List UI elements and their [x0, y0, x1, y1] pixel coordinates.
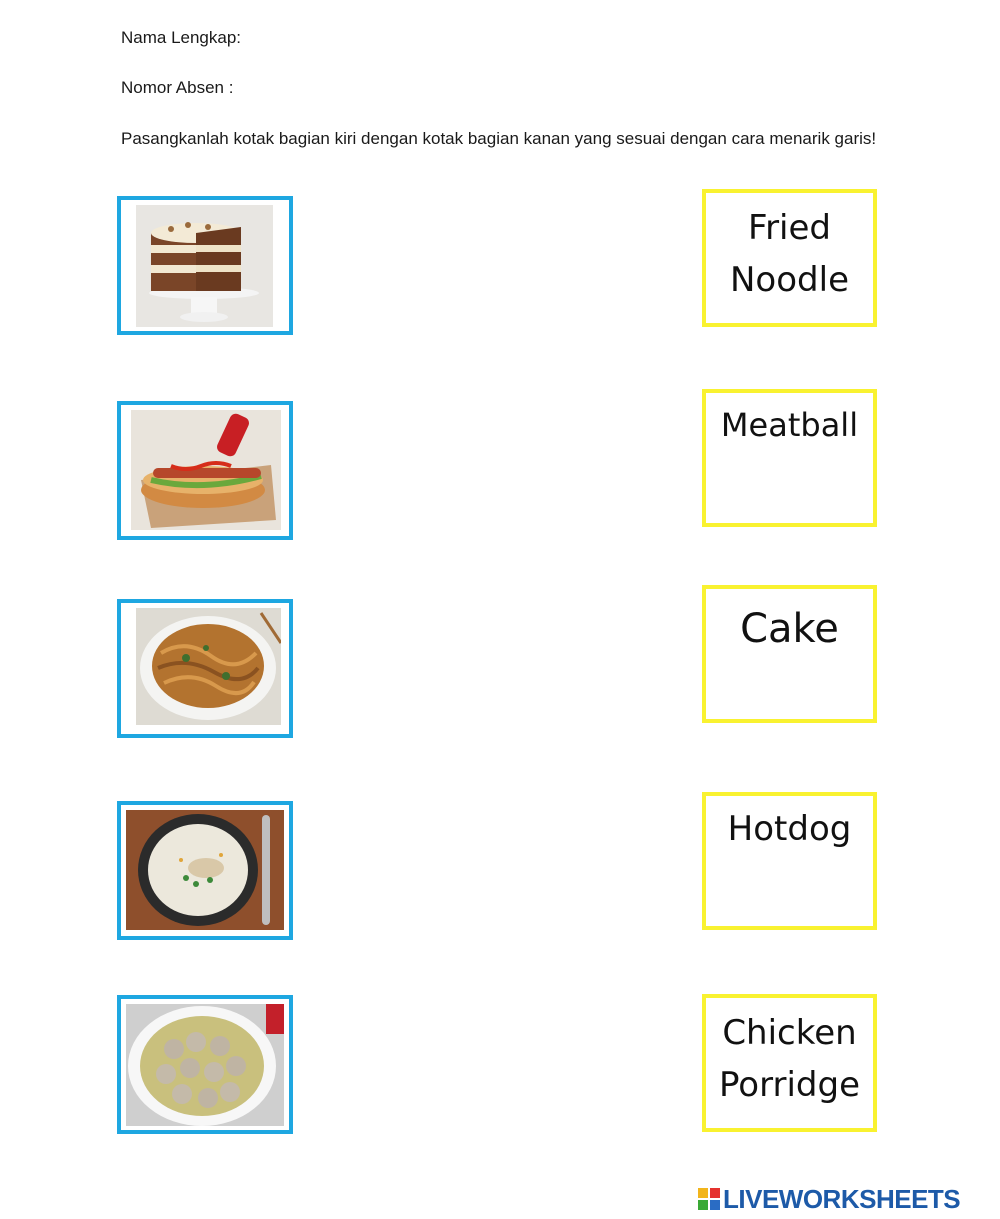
word-line-1: Meatball — [720, 406, 859, 444]
hotdog-image — [131, 410, 281, 530]
word-line-1: Hotdog — [727, 809, 852, 849]
word-box-chicken-porridge[interactable] — [702, 994, 877, 1132]
name-label: Nama Lengkap: — [121, 28, 242, 47]
picture-box-meatball[interactable] — [117, 995, 293, 1134]
picture-box-cake[interactable] — [117, 196, 293, 335]
absen-label: Nomor Absen : — [121, 78, 234, 97]
chicken-porridge-image — [126, 810, 284, 930]
word-box-cake[interactable] — [702, 585, 877, 723]
liveworksheets-brand — [698, 1184, 960, 1214]
picture-box-fried-noodle[interactable] — [117, 599, 293, 738]
word-box-fried-noodle[interactable] — [702, 189, 877, 327]
word-line-2: Porridge — [719, 1065, 860, 1105]
instruction-text: Pasangkanlah kotak bagian kiri dengan kotak bagian kanan yang sesuai dengan cara menarik garis! — [121, 129, 877, 148]
fried-noodle-image — [136, 608, 281, 725]
word-line-1: Fried — [747, 208, 831, 248]
word-box-meatball[interactable] — [702, 389, 877, 527]
word-box-hotdog[interactable] — [702, 792, 877, 930]
picture-box-chicken-porridge[interactable] — [117, 801, 293, 940]
picture-box-hotdog[interactable] — [117, 401, 293, 540]
liveworksheets-logo-icon — [698, 1188, 720, 1210]
word-line-2: Noodle — [730, 260, 849, 300]
brand-text: LIVEWORKSHEETS — [723, 1183, 961, 1214]
word-line-1: Cake — [740, 606, 839, 652]
word-line-1: Chicken — [722, 1013, 857, 1053]
meatball-image — [126, 1004, 284, 1126]
cake-image — [136, 205, 273, 327]
